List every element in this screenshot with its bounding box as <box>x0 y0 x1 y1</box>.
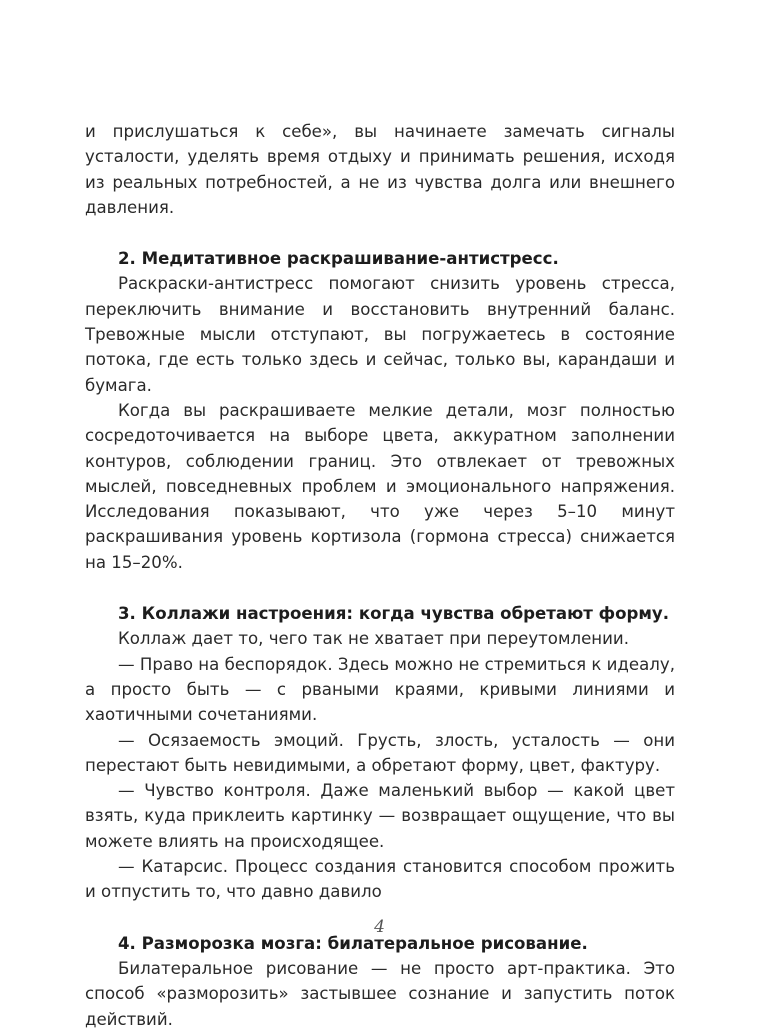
page-number: 4 <box>374 917 385 937</box>
section-3-list-item: — Право на беспорядок. Здесь можно не стремиться к идеалу, а просто быть — с рваными краями, кривыми линиями и хаотичными сочетаниями. <box>85 654 675 725</box>
section-3-paragraph: Коллаж дает то, чего так не хватает при переутомлении. <box>118 629 629 649</box>
body-text <box>85 119 675 1032</box>
section-3-heading: 3. Коллажи настроения: когда чувства обретают форму. <box>118 604 670 624</box>
section-3-list-item: — Катарсис. Процесс создания становится способом прожить и отпустить то, что давно давило <box>85 857 675 902</box>
intro-paragraph: и прислушаться к себе», вы начинаете замечать сигналы усталости, уделять время отдыху и принимать решения, исходя из реальных потребностей, а не из чувства долга или внешнего давления. <box>85 122 675 217</box>
section-4-paragraph: Билатеральное рисование — не просто арт-практика. Это способ «разморозить» застывшее сознание и запустить поток действий. <box>85 958 675 1029</box>
section-2-paragraph: Раскраски-антистресс помогают снизить уровень стресса, переключить внимание и восстановить внутренний баланс. Тревожные мысли отступают, вы погружаетесь в состояние потока, где есть только здесь и сейчас, только вы, карандаши и бумага. <box>85 274 675 395</box>
section-3-list-item: — Чувство контроля. Даже маленький выбор — какой цвет взять, куда приклеить картинку — возвращает ощущение, что вы можете влиять на происходящее. <box>85 781 675 851</box>
section-3-list-item: — Осязаемость эмоций. Грусть, злость, усталость — они перестают быть невидимыми, а обретают форму, цвет, фактуру. <box>85 730 675 775</box>
section-2-paragraph: Когда вы раскрашиваете мелкие детали, мозг полностью сосредоточивается на выборе цвета, аккуратном заполнении контуров, соблюдении границ. Это отвлекает от тревожных мыслей, повседневных проблем и эмоционального напряжения. Исследования показывают, что уже через 5–10 минут раскрашивания уровень кортизола (гормона стресса) снижается на 15–20%. <box>85 400 675 572</box>
section-2-heading: 2. Медитативное раскрашивание-антистресс. <box>118 249 559 269</box>
section-4-heading: 4. Разморозка мозга: билатеральное рисование. <box>118 933 588 953</box>
